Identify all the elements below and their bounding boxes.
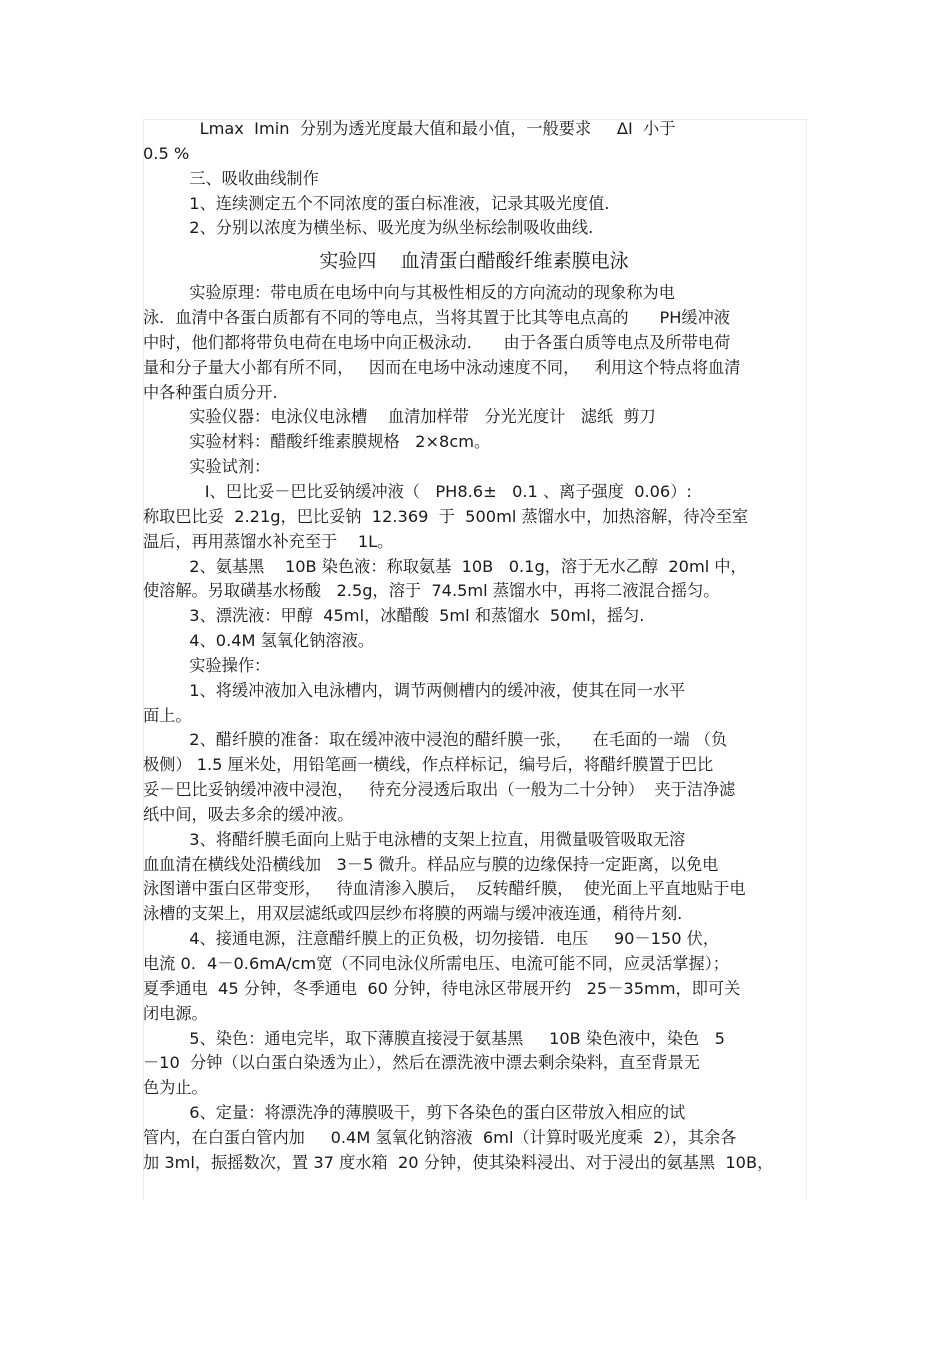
- text-line: 1、连续测定五个不同浓度的蛋白标准液，记录其吸光度值.: [143, 193, 610, 213]
- text-line: 4、接通电源，注意醋纤膜上的正负极，切勿接错．电压 90－150 伏，: [143, 929, 720, 949]
- text-line: Lmax Imin 分别为透光度最大值和最小值，一般要求 ΔI 小于: [143, 119, 676, 138]
- text-line: 1、将缓冲液加入电泳槽内，调节两侧槽内的缓冲液，使其在同一水平: [143, 680, 686, 700]
- text-line: 4、0.4M 氢氧化钠溶液。: [143, 631, 374, 651]
- text-line: 三、吸收曲线制作: [143, 168, 319, 188]
- text-line: 量和分子量大小都有所不同， 因而在电场中泳动速度不同， 利用这个特点将血清: [143, 357, 741, 377]
- text-line: 纸中间，吸去多余的缓冲液。: [143, 804, 354, 824]
- text-line: 使溶解。另取磺基水杨酸 2.5g，溶于 74.5ml 蒸馏水中，再将二液混合摇匀。: [143, 581, 720, 601]
- text-line: 中各种蛋白质分开.: [143, 382, 278, 402]
- text-line: 实验原理：带电质在电场中向与其极性相反的方向流动的现象称为电: [143, 283, 675, 303]
- experiment-title: 实验四 血清蛋白醋酸纤维素膜电泳: [319, 250, 629, 273]
- text-line: 2、氨基黑 10B 染色液：称取氨基 10B 0.1g，溶于无水乙醇 20ml 中，: [143, 556, 747, 576]
- text-line: 泳图谱中蛋白区带变形， 待血清渗入膜后， 反转醋纤膜， 使光面上平直地贴于电: [143, 879, 746, 899]
- text-line: Ⅰ、巴比妥－巴比妥钠缓冲液（ PH8.6± 0.1 、离子强度 0.06）:: [143, 481, 692, 501]
- text-line: 中时，他们都将带负电荷在电场中向正极泳动． 由于各蛋白质等电点及所带电荷: [143, 332, 731, 352]
- text-line: 2、醋纤膜的准备：取在缓冲液中浸泡的醋纤膜一张， 在毛面的一端 （负: [143, 730, 728, 750]
- text-line: 泳槽的支架上，用双层滤纸或四层纱布将膜的两端与缓冲液连通，稍待片刻.: [143, 904, 683, 924]
- text-line: 加 3ml，振摇数次，置 37 度水箱 20 分钟，使其染料浸出、对于浸出的氨基黑 10B，: [143, 1152, 774, 1172]
- text-line: 实验操作：: [143, 655, 271, 675]
- text-line: 血血清在横线处沿横线加 3－5 微升。样品应与膜的边缘保持一定距离，以免电: [143, 854, 719, 874]
- text-line: 实验仪器：电泳仪电泳槽 血清加样带 分光光度计 滤纸 剪刀: [143, 407, 656, 427]
- text-line: 称取巴比妥 2.21g，巴比妥钠 12.369 于 500ml 蒸馏水中，加热溶解，待冷至室: [143, 506, 749, 526]
- text-line: 色为止。: [143, 1078, 208, 1098]
- text-line: 实验试剂：: [143, 457, 271, 477]
- text-line: 泳．血清中各蛋白质都有不同的等电点，当将其置于比其等电点高的 PH缓冲液: [143, 308, 730, 328]
- text-line: 电流 0．4－0.6mA/cm宽（不同电泳仪所需电压、电流可能不同，应灵活掌握）；: [143, 954, 729, 973]
- text-line: 6、定量：将漂洗净的薄膜吸干，剪下各染色的蛋白区带放入相应的试: [143, 1103, 686, 1123]
- text-line: 0.5 %: [143, 143, 190, 163]
- text-line: 实验材料：醋酸纤维素膜规格 2×8cm。: [143, 432, 491, 452]
- text-line: 3、漂洗液：甲醇 45ml，冰醋酸 5ml 和蒸馏水 50ml，摇匀.: [143, 606, 645, 626]
- text-line: 5、染色：通电完毕，取下薄膜直接浸于氨基黑 10B 染色液中，染色 5: [143, 1028, 725, 1048]
- text-line: 面上。: [143, 705, 192, 725]
- text-line: 温后，再用蒸馏水补充至于 1L。: [143, 531, 394, 551]
- text-line: 妥－巴比妥钠缓冲液中浸泡， 待充分浸透后取出（一般为二十分钟） 夹于洁净滤: [143, 780, 736, 800]
- text-line: 夏季通电 45 分钟，冬季通电 60 分钟，待电泳区带展开约 25－35mm，即可关: [143, 978, 741, 998]
- text-line: 闭电源。: [143, 1003, 208, 1023]
- text-line: 管内，在白蛋白管内加 0.4M 氢氧化钠溶液 6ml（计算时吸光度乘 2），其余各: [143, 1127, 737, 1147]
- section-body: [143, 281, 805, 1175]
- section-top: [143, 117, 805, 241]
- text-line: －10 分钟（以白蛋白染透为止），然后在漂洗液中漂去剩余染料，直至背景无: [143, 1053, 700, 1073]
- document-body: [143, 117, 805, 1176]
- text-line: 2、分别以浓度为横坐标、吸光度为纵坐标绘制吸收曲线.: [143, 218, 594, 238]
- text-line: 3、将醋纤膜毛面向上贴于电泳槽的支架上拉直，用微量吸管吸取无溶: [143, 829, 686, 849]
- text-line: 极侧） 1.5 厘米处，用铅笔画一横线，作点样标记，编号后，将醋纤膜置于巴比: [143, 755, 714, 775]
